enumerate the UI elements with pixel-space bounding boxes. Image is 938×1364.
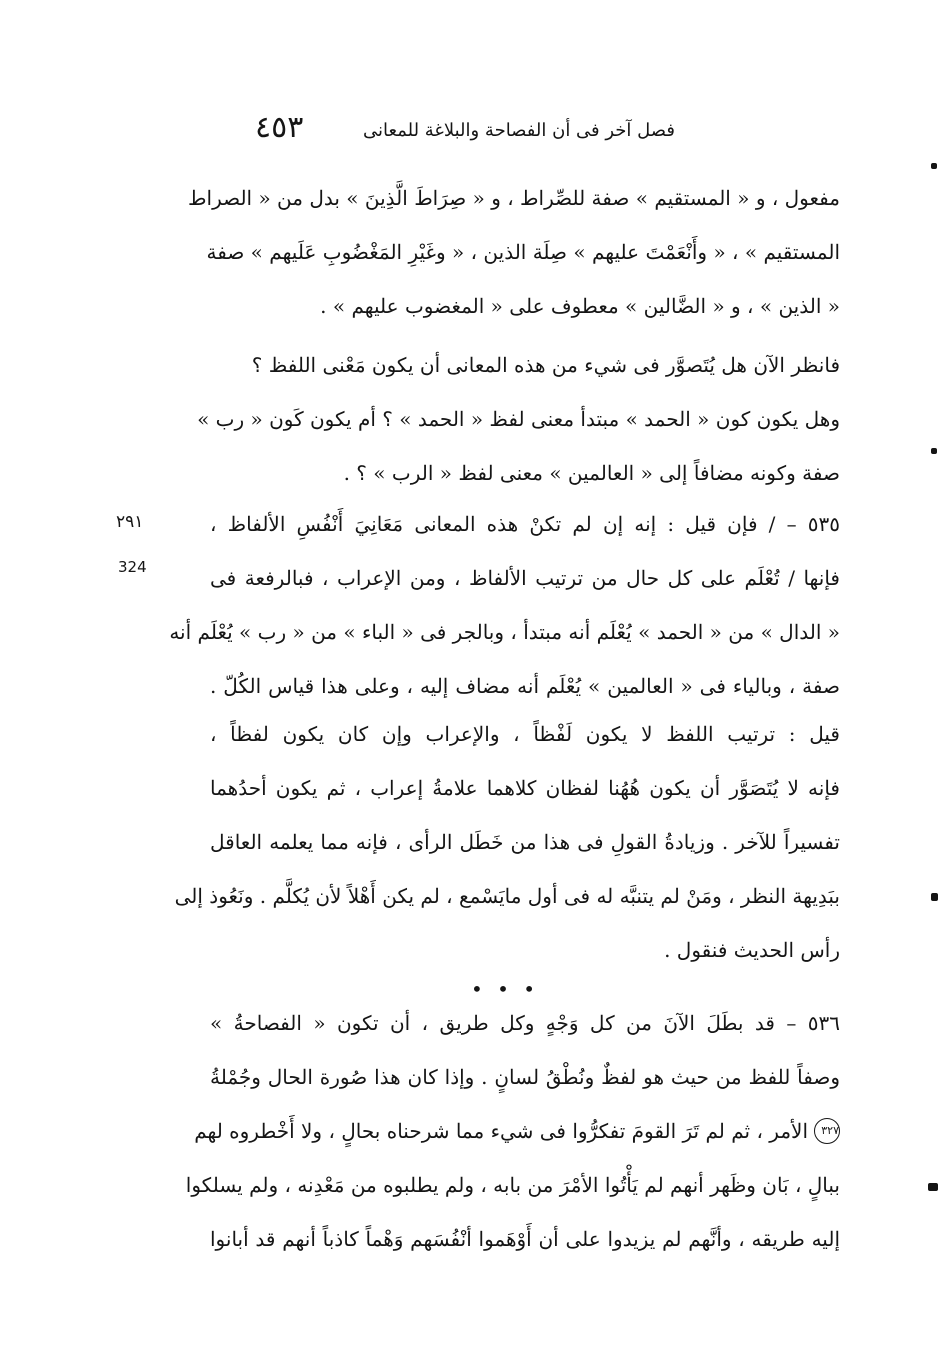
text-line: ببَدِيهة النظر ، ومَنْ لم يتنبَّه له فى أول مايَسْمع ، لم يكن أَهْلاً لأن يُكلَّم . ونَعُوذ إلى xyxy=(174,884,840,908)
text-line: ٥٣٦ – قد بطَلَ الآنَ من كل وَجْهٍ وكل طريق ، أن تكون « الفصاحةُ » xyxy=(210,1011,840,1035)
section-separator: • • • xyxy=(470,977,540,1001)
scan-edge-mark xyxy=(931,448,937,454)
text-line: إليه طريقه ، وأنَّهم لم يزيدوا على أن أَوْهَموا أنْفُسَهم وَهْماً كاذباً أنهم قد أبانوا xyxy=(210,1227,840,1251)
text-line: تفسيراً للآخر . وزيادةُ القولِ فى هذا من خَطَل الرأى ، فإنه مما يعلمه العاقل xyxy=(210,830,840,854)
text-line: فإنها / تُعْلَم على كل حال من ترتيب الألفاظ ، ومن الإعراب ، فبالرفعة فى xyxy=(210,566,840,590)
paragraph-answer xyxy=(174,707,840,977)
text-line: « الدال » من « الحمد » يُعْلَم أنه مبتدأ ، وبالجر فى « الباء » من « رب » يُعْلَم أنه xyxy=(169,620,840,644)
running-header xyxy=(255,108,675,148)
text-line: الأمر ، ثم لم تَرَ القومَ تفكرُّوا فى شيء مما شرحناه بحالٍ ، ولا أَخْطروه لهم xyxy=(194,1119,808,1143)
text-line: فإنه لا يُتَصَوَّر أن يكون هُهُنا لفظان كلاهما علامةُ إعراب ، ثم يكون أحدُهما xyxy=(210,776,840,800)
margin-note-arabic: ٢٩١ xyxy=(116,512,144,532)
text-line: ٥٣٥ – / فإن قيل : إنه إن لم تكنْ هذه المعانى مَعَانِيَ أَنْفُسِ الألفاظ ، xyxy=(210,512,840,536)
running-title: فصل آخر فى أن الفصاحة والبلاغة للمعانى xyxy=(363,120,675,141)
text-line: قيل : ترتيب اللفظ لا يكون لَفْظاً ، والإعراب وإن كان يكون لفظاً ، xyxy=(210,722,840,746)
text-line: وهل يكون كون « الحمد » مبتدأ معنى لفظ « الحمد » ؟ أم يكون كَون « رب » xyxy=(197,407,840,431)
margin-note-latin: 324 xyxy=(118,558,147,576)
text-line: « الذين » ، و « الضَّالين » معطوف على « المغضوب عليهم » . xyxy=(320,294,840,318)
text-line: صفة وكونه مضافاً إلى « العالمين » معنى لفظ « الرب » ؟ . xyxy=(343,461,840,485)
text-line: وصفاً للفظ من حيث هو لفظٌ ونُطْقُ لسانٍ . وإذا كان هذا صُورة الحال وجُمْلةُ xyxy=(210,1065,840,1089)
paragraph-1 xyxy=(188,171,840,333)
scan-edge-mark xyxy=(928,1183,938,1191)
text-line: مفعول ، و « المستقيم » صفة للصِّراط ، و « صِرَاطَ الَّذِينَ » بدل من « الصراط xyxy=(188,186,840,210)
paragraph-2 xyxy=(197,338,840,500)
text-line: فانظر الآن هل يُتَصوَّر فى شيء من هذه المعانى أن يكون مَعْنى اللفظ ؟ xyxy=(251,353,840,377)
paragraph-535 xyxy=(169,497,840,713)
text-line: المستقيم » ، « وأَنْعَمْتَ عليهم » صِلَة الذين ، « وغَيْرِ المَغْضُوبِ عَلَيهم » صفة xyxy=(206,240,840,264)
scan-edge-mark xyxy=(931,893,938,901)
text-line: صفة ، وبالياء فى « العالمين » يُعْلَم أنه مضاف إليه ، وعلى هذا قياس الكُلّ . xyxy=(210,674,840,698)
text-line: رأس الحديث فنقول . xyxy=(664,938,840,962)
scan-edge-mark xyxy=(931,163,937,169)
circled-page-marker: ٣٢٧ xyxy=(814,1118,840,1144)
text-line-with-marker xyxy=(194,1104,840,1158)
page-number: ٤٥٣ xyxy=(255,110,304,145)
text-line: ببالٍ ، بَان وظَهر أنهم لم يَأْتُوا الأمْرَ من بابه ، ولم يطلبوه من مَعْدِنه ، ولم يسلكوا xyxy=(185,1173,840,1197)
paragraph-536 xyxy=(185,996,840,1266)
